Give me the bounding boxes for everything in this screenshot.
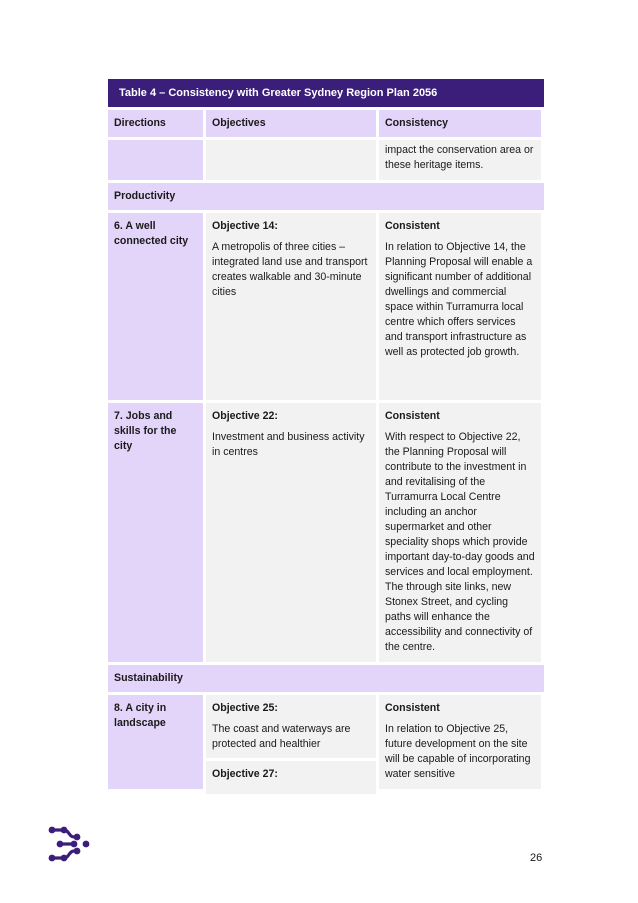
objective-text: A metropolis of three cities – integrated land use and transport creates walkable and 30-minute cities	[212, 241, 368, 298]
consistency-title: Consistent	[385, 702, 440, 714]
header-directions: Directions	[108, 110, 203, 137]
objective-part	[206, 761, 376, 794]
consistency-text: With respect to Objective 22, the Planning Proposal will contribute to the investment in and revitalising of the Turramurra Local Centre including an anchor supermarket and other speciality shops which provide important day-to-day goods and services and local employment. The through site links, new Stonex Street, and cycling paths will enhance the accessibility and connectivity of the centre.	[385, 431, 535, 653]
direction-cell: 8. A city in landscape	[108, 695, 203, 789]
page-number: 26	[530, 852, 543, 864]
objective-cell	[206, 695, 376, 789]
consistency-table	[108, 79, 544, 789]
objective-title: Objective 22:	[212, 410, 278, 422]
direction-cell: 6. A well connected city	[108, 213, 203, 400]
objective-text: Investment and business activity in centres	[212, 431, 365, 458]
table-row-continuation	[108, 140, 544, 180]
section-productivity: Productivity	[108, 183, 544, 210]
objective-cell	[206, 213, 376, 400]
consistency-cell	[379, 403, 541, 662]
header-consistency: Consistency	[379, 110, 541, 137]
objective-title: Objective 25:	[212, 702, 278, 714]
consistency-cell	[379, 695, 541, 789]
continuation-objective-cell	[206, 140, 376, 180]
objective-text: The coast and waterways are protected and healthier	[212, 723, 351, 750]
objective-cell	[206, 403, 376, 662]
brand-logo-icon	[48, 825, 90, 863]
table-row	[108, 213, 544, 400]
table-title: Table 4 – Consistency with Greater Sydney Region Plan 2056	[108, 79, 544, 107]
consistency-text: In relation to Objective 25, future development on the site will be capable of incorporating water sensitive	[385, 723, 531, 780]
header-objectives: Objectives	[206, 110, 376, 137]
table-row	[108, 695, 544, 789]
objective-title: Objective 27:	[212, 768, 278, 780]
direction-cell: 7. Jobs and skills for the city	[108, 403, 203, 662]
continuation-direction-cell	[108, 140, 203, 180]
objective-title: Objective 14:	[212, 220, 278, 232]
section-sustainability: Sustainability	[108, 665, 544, 692]
consistency-cell	[379, 213, 541, 400]
continuation-consistency-cell: impact the conservation area or these heritage items.	[379, 140, 541, 180]
table-row	[108, 403, 544, 662]
table-header-row	[108, 110, 544, 137]
consistency-title: Consistent	[385, 410, 440, 422]
consistency-text: In relation to Objective 14, the Planning Proposal will enable a significant number of additional dwellings and commercial space within Turramurra local centre which offers services and transport infrastructure as well as protected job growth.	[385, 241, 533, 358]
consistency-title: Consistent	[385, 220, 440, 232]
objective-part	[206, 695, 376, 758]
